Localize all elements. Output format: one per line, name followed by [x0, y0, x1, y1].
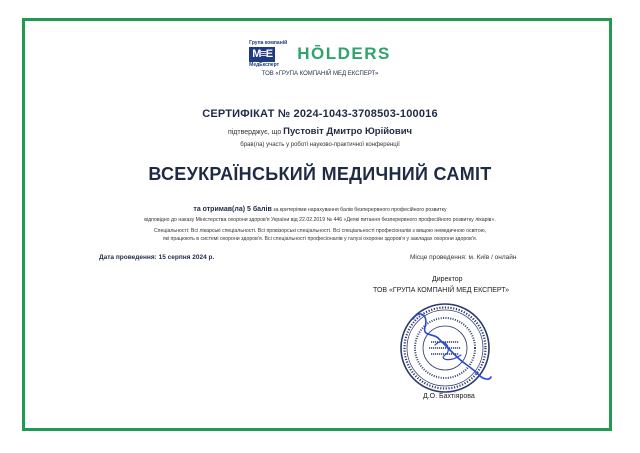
- medexpert-logo: [249, 40, 287, 68]
- recipient-name: Пустовіт Дмитро Юрійович: [283, 126, 413, 137]
- certificate-border: [22, 18, 612, 431]
- signature-icon: [405, 305, 495, 385]
- event-date: Дата проведення: 15 серпня 2024 р.: [99, 254, 215, 261]
- event-title: ВСЕУКРАЇНСЬКИЙ МЕДИЧНИЙ САМІТ: [148, 164, 492, 184]
- signer-name: Д.О. Бахтіярова: [423, 393, 475, 400]
- specialties-text: [40, 227, 600, 243]
- logo-mark: M≡E: [249, 47, 275, 62]
- director-company: ТОВ «ГРУПА КОМПАНІЙ МЕД ЕКСПЕРТ»: [373, 287, 510, 294]
- logo-wordmark: МедЕксперт: [249, 62, 280, 68]
- event-place: Місце проведення: м. Київ / онлайн: [410, 254, 517, 261]
- points-criteria: за критеріями нарахування балів безперервного професійного розвитку: [271, 207, 447, 213]
- logo-group-label: Група компаній: [249, 40, 288, 46]
- logo-row: [0, 40, 640, 68]
- confirm-line: [0, 126, 640, 137]
- participation-text: брав(ла) участь у роботі науково-практичної конференції: [240, 142, 400, 148]
- director-title: Директор: [432, 276, 463, 283]
- confirm-prefix: підтверджує, що: [227, 129, 284, 136]
- points-awarded: та отримав(ла) 5 балів: [193, 206, 272, 213]
- certificate-title: СЕРТИФІКАТ № 2024-1043-3708503-100016: [202, 108, 438, 120]
- specialties-line-1: Спеціальності: Всі лікарські спеціальності. Всі провізорські спеціальності. Всі спеціальності професіоналів з вищою немедичною освітою,: [153, 228, 487, 234]
- company-subtitle: ТОВ «ГРУПА КОМПАНІЙ МЕД ЕКСПЕРТ»: [261, 71, 379, 77]
- order-reference: відповідно до наказу Міністерства охорони здоров'я України від 22.02.2019 № 446 «Деякі питання безперервного професійного розвитку лікарів».: [144, 217, 496, 223]
- specialties-line-2: які працюють в системі охорони здоров'я. Всі спеціальності професіоналів у галузі охорони здоров'я у закладах охорони здоров'я.: [162, 236, 478, 242]
- holders-logo: HŌLDERS: [297, 44, 391, 63]
- points-line: [0, 206, 640, 213]
